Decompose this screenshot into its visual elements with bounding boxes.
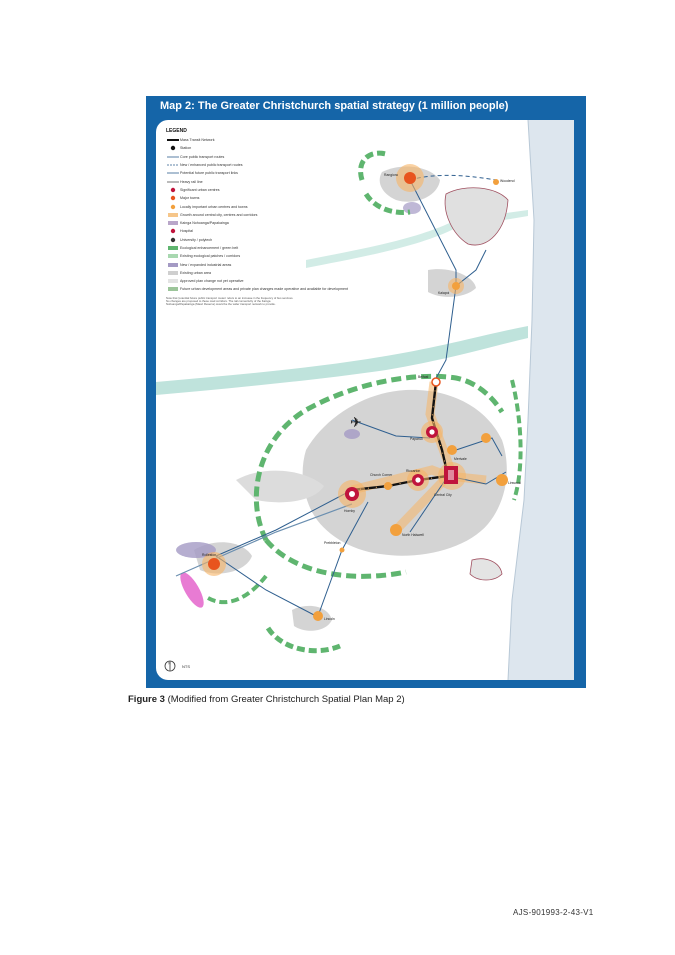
legend-item: [166, 219, 302, 227]
legend-item-label: Existing urban area: [180, 270, 211, 275]
legend-item-label: Core public transport routes: [180, 154, 225, 159]
legend-item-label: New / enhanced public transport routes: [180, 163, 243, 168]
growth-corridor-icon: [166, 212, 180, 218]
place-label-papanui: Papanui: [410, 437, 423, 441]
route-kaiapoi-belfast: [434, 286, 456, 382]
document-reference: AJS-901993-2-43-V1: [513, 908, 594, 917]
legend-item-label: Growth around central city, centres and corridors: [180, 212, 258, 217]
local-centre-icon: [166, 204, 180, 210]
legend-item-label: Potential future public transport links: [180, 171, 238, 176]
centre-merivale: [447, 445, 457, 455]
significant-centre-icon: [166, 187, 180, 193]
legend-item-label: New / expanded industrial areas: [180, 262, 232, 267]
ecological-corridor-icon: [166, 253, 180, 259]
legend-item: [166, 244, 302, 252]
centre-central-city: [438, 462, 466, 490]
map-panel: [156, 120, 574, 680]
place-label-rangiora: Rangiora: [384, 173, 398, 177]
legend-item: [166, 177, 302, 185]
place-label-riccarton: Riccarton: [406, 469, 421, 473]
centre-north-halswell: [390, 524, 402, 536]
legend-item: [166, 252, 302, 260]
green-belt-icon: [166, 245, 180, 251]
legend-item: [166, 236, 302, 244]
place-label-church-corner: Church Corner: [370, 473, 393, 477]
centre-east: [481, 433, 491, 443]
future-development-icon: [166, 286, 180, 292]
legend-item: [166, 285, 349, 293]
legend-item-label: Mass Transit Network: [180, 138, 215, 143]
legend-note: Note that 'potential future public transport routes' refers to an increase in the frequency of bus services. No changes are proposed to these road corridors. The rail connectivity of the Kainga Nohoanga/Papakainga (Maori Reserve) would be the wider transport network to provide.: [166, 295, 294, 307]
industrial-area-airport: [344, 429, 360, 439]
place-label-merivale: Merivale: [454, 457, 467, 461]
legend-item-label: Hospital: [180, 229, 193, 234]
centre-hornby: [338, 480, 366, 508]
legend-item-label: University / polytech: [180, 237, 213, 242]
kainga-nohoanga-area: [176, 569, 208, 611]
legend-item: [166, 277, 302, 285]
future-development-rangiora: [403, 202, 421, 214]
legend-item: [166, 169, 302, 177]
legend-item-label: Ecological enhancement / green belt: [180, 246, 239, 250]
place-label-linwood: Linwood: [508, 481, 521, 485]
legend-item: [166, 211, 302, 219]
legend-item: [166, 194, 302, 202]
legend-item: [166, 202, 302, 210]
centre-belfast: [432, 378, 440, 386]
airport-icon: ✈: [350, 414, 362, 430]
place-label-woodend: Woodend: [500, 179, 515, 183]
map-figure: [146, 96, 586, 688]
map-legend: [166, 128, 349, 307]
legend-item: [166, 144, 302, 152]
centre-papanui: [421, 421, 443, 443]
legend-item-label: Locally important urban centres and towns: [180, 204, 248, 209]
centre-prebbleton: [340, 548, 345, 553]
major-town-icon: [166, 195, 180, 201]
scale-label: NTS: [182, 663, 190, 669]
mass-transit-line-icon: [166, 137, 180, 143]
centre-lincoln: [313, 611, 323, 621]
legend-item-label: Heavy rail line: [180, 179, 203, 184]
legend-item-label: Future urban development areas and private plan changes made operative and available for development: [180, 287, 349, 292]
legend-item-label: Kainga Nohoanga/Papakainga: [180, 221, 229, 226]
core-bus-route-icon: [166, 154, 180, 160]
centre-church-corner: [384, 482, 392, 490]
legend-item: [166, 227, 302, 235]
future-link-arrow-icon: [166, 170, 180, 176]
sea-area: [508, 120, 574, 680]
university-icon: [166, 237, 180, 243]
figure-caption-text: (Modified from Greater Christchurch Spatial Plan Map 2): [164, 694, 405, 705]
hospital-icon: [166, 228, 180, 234]
industrial-area-icon: [166, 262, 180, 268]
north-arrow: [164, 660, 190, 672]
legend-list: [166, 136, 349, 294]
green-belt-rolleston: [208, 576, 266, 602]
legend-item: [166, 153, 302, 161]
place-label-hornby: Hornby: [344, 509, 355, 513]
green-belt-lincoln: [268, 628, 340, 651]
rail-line-icon: [166, 179, 180, 185]
map-title: Map 2: The Greater Christchurch spatial strategy (1 million people): [160, 100, 509, 112]
legend-item-label: Existing ecological patches / corridors: [180, 254, 241, 259]
station-icon: [166, 145, 180, 151]
centre-kaiapoi: [448, 278, 464, 294]
legend-item: [166, 186, 302, 194]
place-label-kaiapoi: Kaiapoi: [438, 291, 450, 295]
north-arrow-icon: [164, 660, 176, 672]
legend-item-label: Major towns: [180, 196, 200, 201]
urban-area-icon: [166, 270, 180, 276]
legend-item-label: Station: [180, 146, 192, 151]
legend-item: [166, 136, 302, 144]
legend-item: [166, 269, 302, 277]
centre-rangiora: [396, 164, 424, 192]
new-route-dashed-icon: [166, 162, 180, 168]
kainga-nohoanga-icon: [166, 220, 180, 226]
place-label-rolleston: Rolleston: [202, 553, 217, 557]
place-label-north-halswell: North Halswell: [402, 533, 424, 537]
centre-linwood: [496, 474, 508, 486]
legend-item-label: Approved plan change not yet operative: [180, 279, 244, 284]
figure-caption: [128, 694, 405, 705]
place-label-lincoln: Lincoln: [324, 617, 335, 621]
centre-woodend: [493, 179, 499, 185]
place-label-belfast: Belfast: [418, 375, 429, 379]
urban-woodend: [445, 188, 508, 245]
place-label-prebbleton: Prebbleton: [324, 541, 341, 545]
place-label-central-city: Central City: [434, 493, 452, 497]
legend-item: [166, 260, 302, 268]
north-label: N: [168, 661, 171, 666]
figure-caption-label: Figure 3: [128, 694, 165, 705]
legend-item-label: Significant urban centres: [180, 187, 220, 192]
urban-lyttelton: [470, 559, 502, 580]
approved-change-icon: [166, 278, 180, 284]
legend-item: [166, 161, 302, 169]
legend-title: LEGEND: [166, 128, 187, 134]
